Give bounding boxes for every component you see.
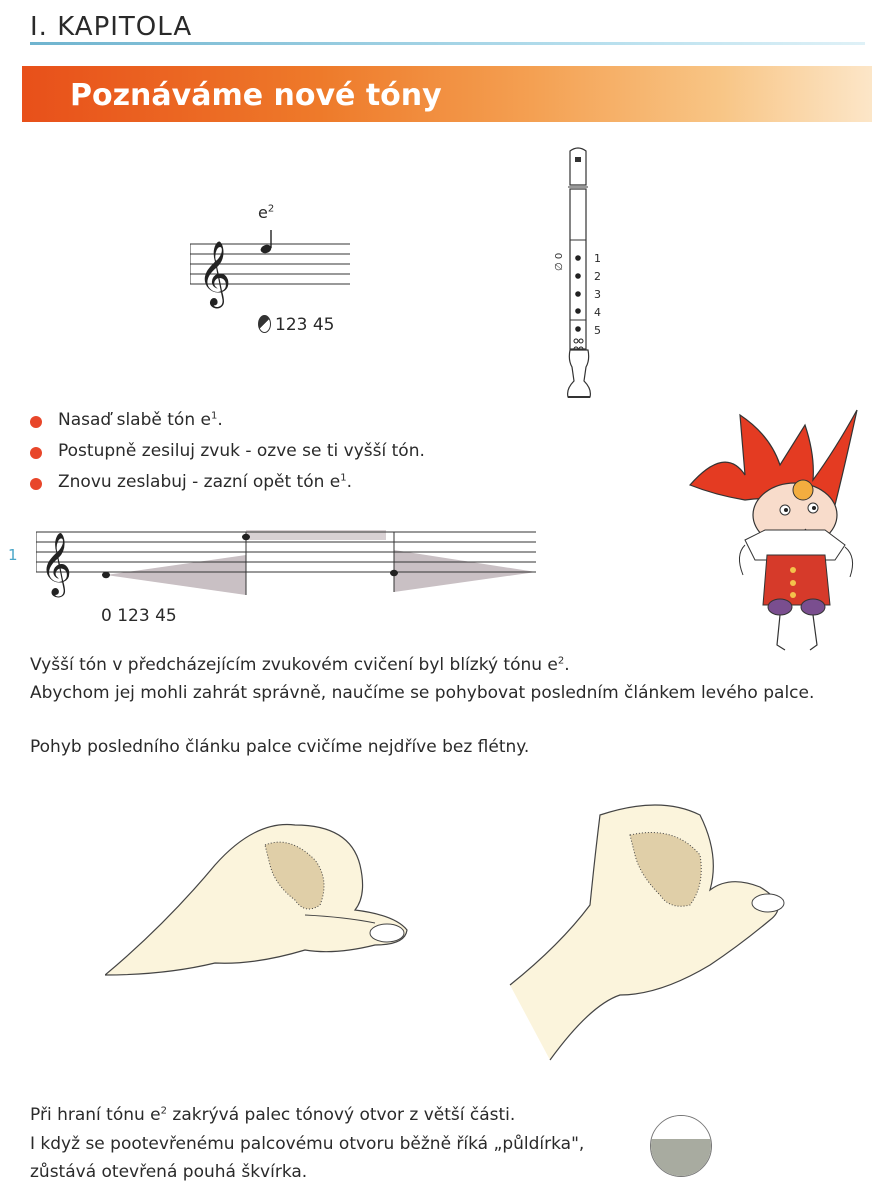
half-hole-icon [650, 1115, 712, 1177]
paragraph-line: Pohyb posledního článku palce cvičíme nejdříve bez flétny. [30, 737, 530, 757]
svg-text:𝄞: 𝄞 [40, 532, 72, 595]
recorder-hole-numbers: 1 2 3 4 5 [594, 252, 601, 337]
paragraph-line: Vyšší tón v předcházejícím zvukovém cvičení byl blízký tónu $e^2$. [30, 655, 570, 675]
exercise-fingering: 0 123 45 [101, 606, 177, 626]
e2-staff [190, 230, 355, 314]
exercise-number: 1 [8, 546, 18, 564]
bullet-dot [30, 478, 42, 490]
jester-illustration [685, 405, 860, 659]
paragraph-line: Při hraní tónu $e^2$ zakrývá palec tónový otvor z větší části. [30, 1105, 516, 1125]
e2-fingering: 123 45 [258, 312, 334, 335]
chapter-heading: I. KAPITOLA [30, 12, 193, 42]
note-label: $e^2$ [258, 203, 275, 222]
exercise-staff [36, 520, 541, 604]
recorder-illustration [548, 145, 618, 409]
chapter-rule [30, 42, 865, 45]
bullet-item: Nasaď slabě tón $e^1$. [58, 410, 223, 430]
bullet-dot [30, 416, 42, 428]
paragraph-line: zůstává otevřená pouhá škvírka. [30, 1162, 308, 1182]
hand-illustration-right [500, 795, 800, 1069]
hand-illustration-left [105, 805, 415, 989]
bullet-dot [30, 447, 42, 459]
bullet-item: Postupně zesiluj zvuk - ozve se ti vyšší tón. [58, 441, 425, 461]
bullet-item: Znovu zeslabuj - zazní opět tón $e^1$. [58, 472, 353, 492]
svg-text:∅ 0: ∅ 0 [554, 252, 565, 271]
paragraph-line: I když se pootevřenému palcovému otvoru běžně říká „půldírka", [30, 1134, 585, 1154]
half-hole-thumb-icon [258, 315, 271, 333]
paragraph-line: Abychom jej mohli zahrát správně, naučíme se pohybovat posledním článkem levého palce. [30, 683, 815, 703]
page-title: Poznáváme nové tóny [70, 78, 442, 113]
svg-text:𝄞: 𝄞 [198, 241, 232, 306]
